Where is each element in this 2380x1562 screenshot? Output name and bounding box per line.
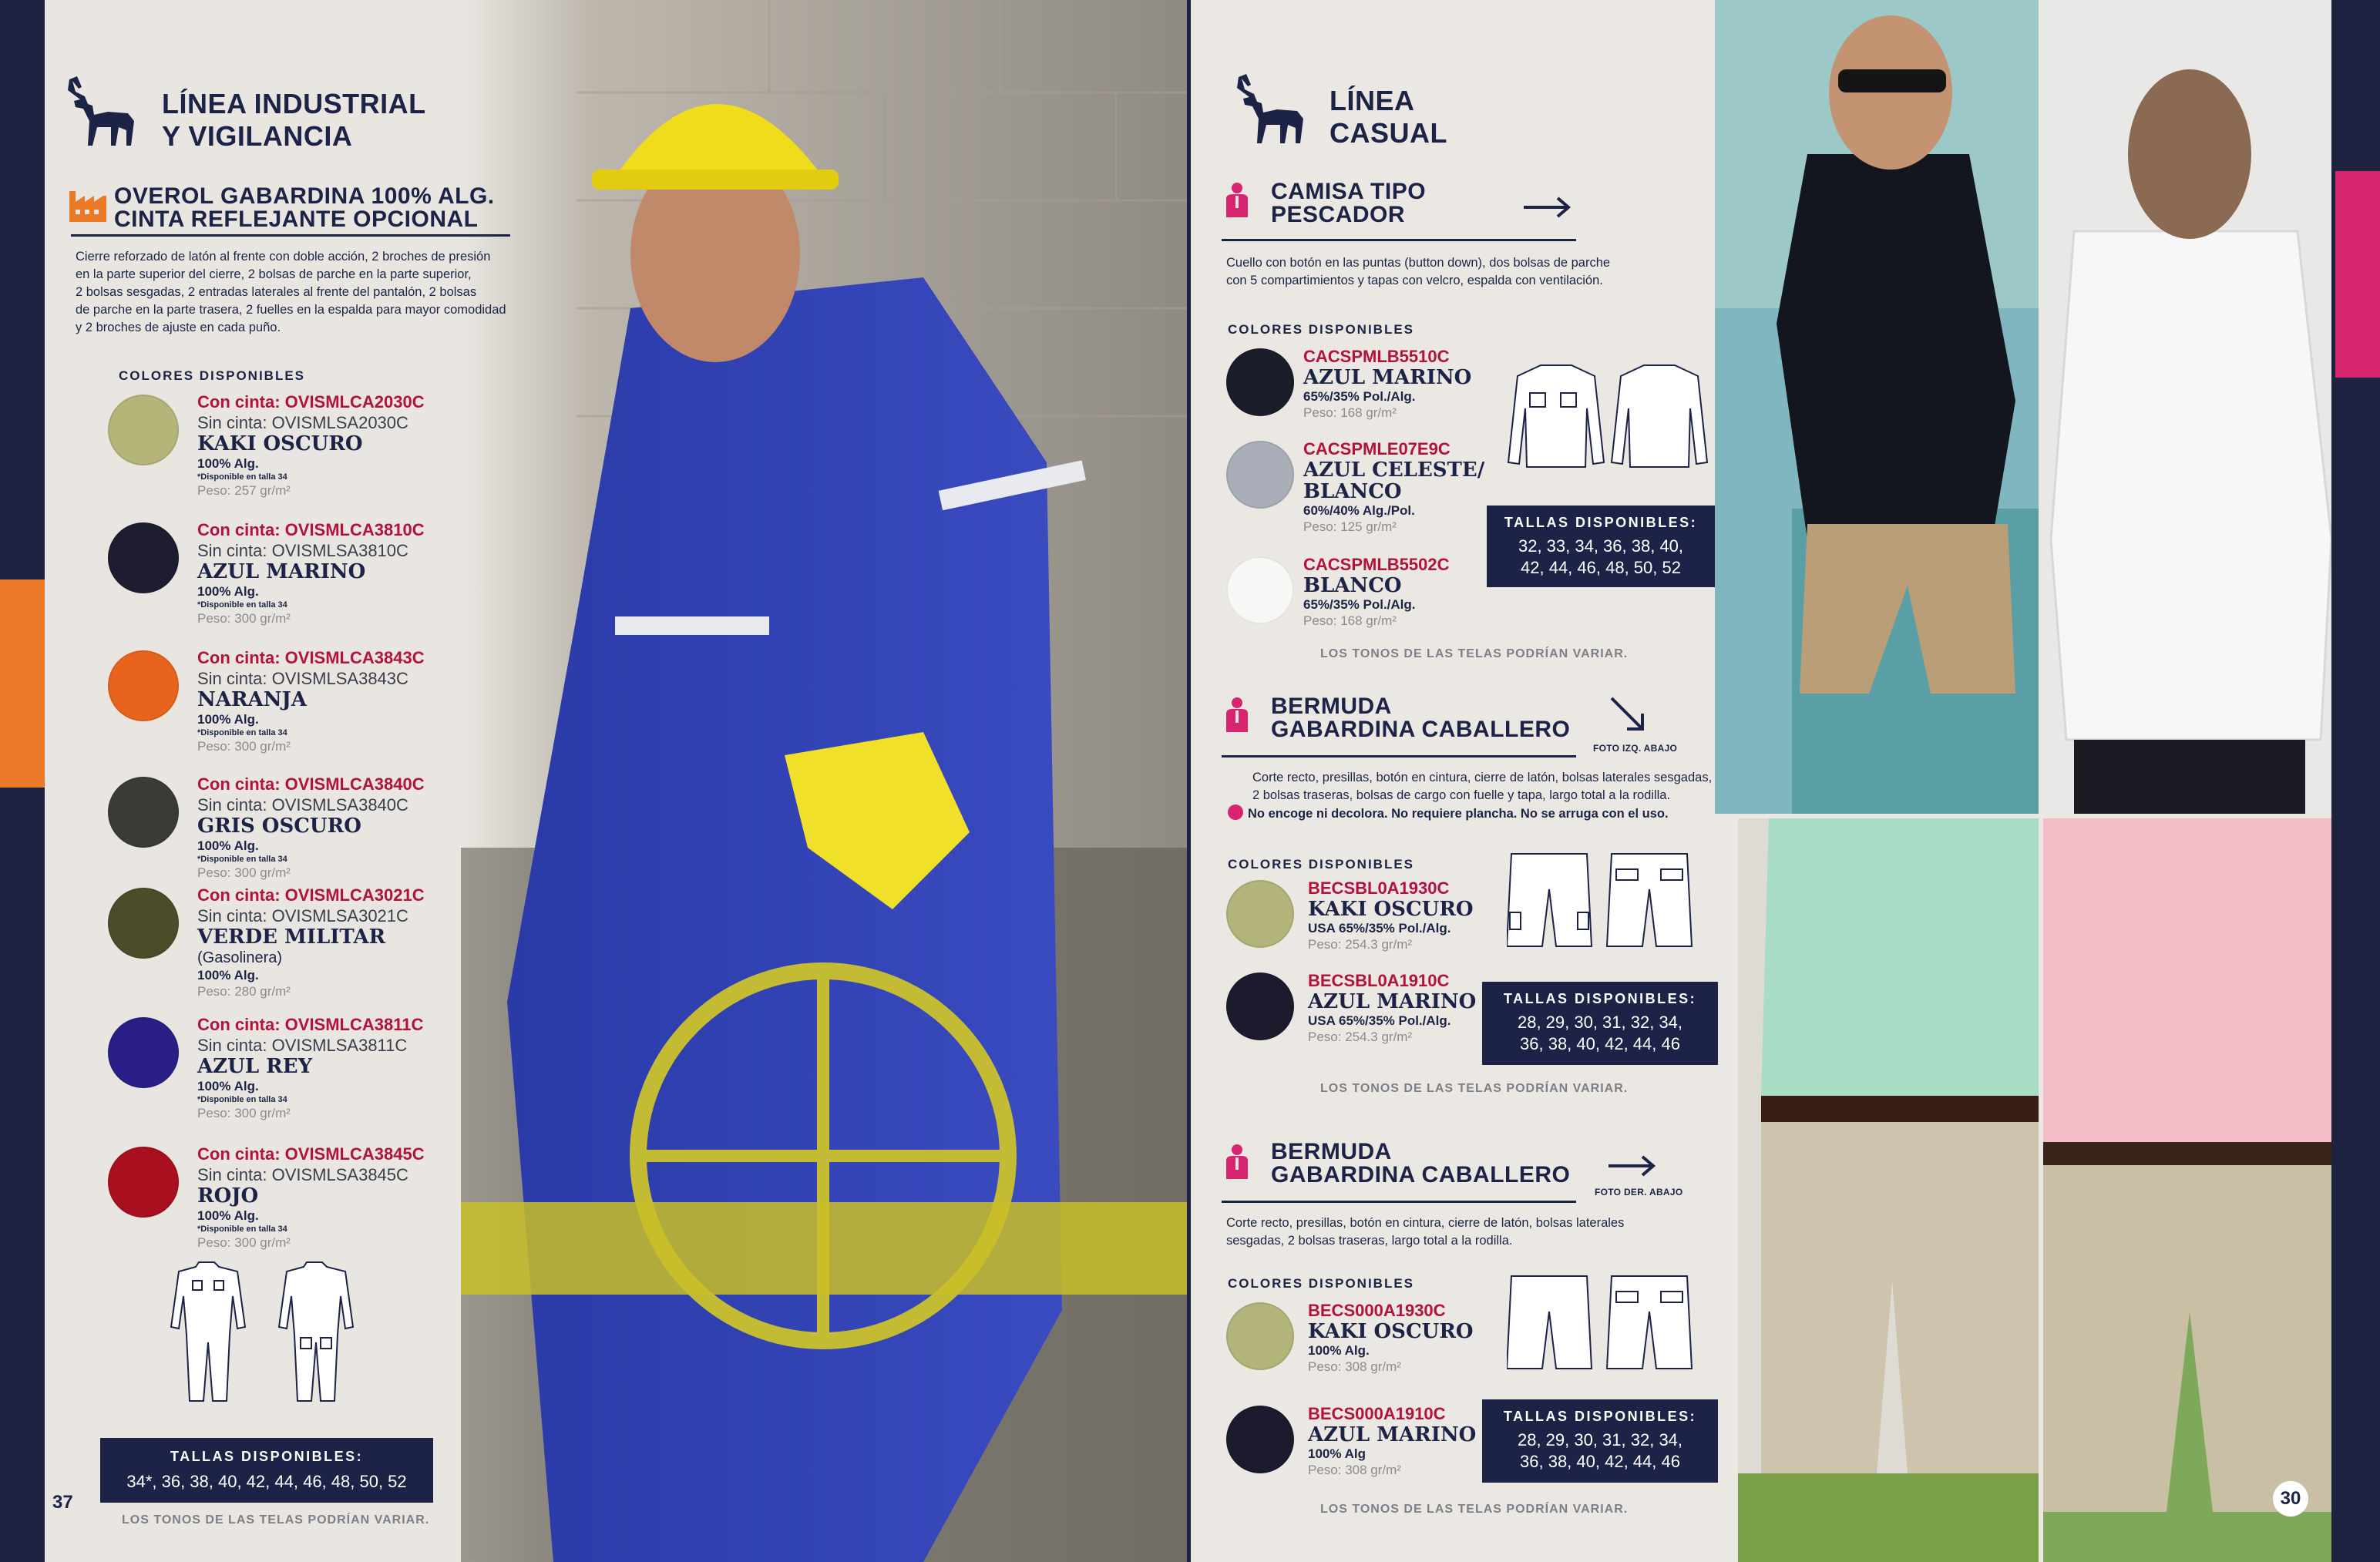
availability-note: *Disponible en talla 34 — [197, 1224, 287, 1234]
bermuda2-colors-heading: COLORES DISPONIBLES — [1228, 1276, 1415, 1291]
colors-heading: COLORES DISPONIBLES — [119, 368, 306, 383]
fabric-weight: Peso: 257 gr/m² — [197, 483, 291, 498]
product-code: BECSBL0A1910C — [1308, 971, 1450, 990]
photo-note: FOTO DER. ABAJO — [1595, 1187, 1683, 1198]
color-entry — [1303, 439, 1484, 536]
desc-line: en la parte superior del cierre, 2 bolsas de parche en la parte superior, — [76, 267, 472, 281]
color-entry — [197, 391, 425, 499]
composition: 100% Alg. — [1308, 1343, 1370, 1358]
bermuda2-underline — [1222, 1201, 1576, 1203]
code-with-tape: Con cinta: OVISMLCA3843C — [197, 648, 425, 667]
code-without-tape: Sin cinta: OVISMLSA2030C — [197, 413, 408, 432]
bermuda2-description — [1226, 1214, 1624, 1250]
sizes-heading: TALLAS DISPONIBLES: — [1503, 1409, 1697, 1424]
bermuda1-sizes-box — [1482, 982, 1718, 1065]
color-swatch — [1226, 1302, 1294, 1370]
composition: 100% Alg. — [197, 712, 259, 727]
color-swatch — [108, 522, 179, 593]
color-entry — [1303, 347, 1471, 422]
color-name: KAKI OSCURO — [1308, 898, 1474, 921]
color-swatch — [1226, 880, 1294, 948]
product-code: BECS000A1930C — [1308, 1301, 1446, 1320]
color-name: AZUL CELESTE/ — [1303, 459, 1485, 482]
availability-note: *Disponible en talla 34 — [197, 472, 287, 482]
color-name: BLANCO — [1303, 480, 1402, 503]
composition: 65%/35% Pol./Alg. — [1303, 597, 1416, 612]
bermuda2-sizes-box — [1482, 1399, 1718, 1483]
composition: 100% Alg. — [197, 968, 259, 983]
color-entry — [1308, 1301, 1474, 1376]
fabric-tone-note: LOS TONOS DE LAS TELAS PODRÍAN VARIAR. — [1320, 647, 1629, 660]
worker-photo — [461, 0, 1187, 1562]
color-entry — [197, 1144, 425, 1251]
desc-line: de parche en la parte trasera, 2 fuelles en la espalda para mayor comodidad — [76, 303, 506, 317]
coverall-technical-drawing — [168, 1258, 376, 1404]
color-name: AZUL MARINO — [1308, 990, 1477, 1013]
sizes-list — [1482, 1429, 1718, 1473]
bermuda2-title-2: GABARDINA CABALLERO — [1271, 1162, 1571, 1187]
arrow-down-right-icon — [1607, 694, 1649, 735]
color-swatch — [108, 888, 179, 959]
color-swatch — [1226, 972, 1294, 1040]
desc-line: Corte recto, presillas, botón en cintura, cierre de latón, bolsas laterales — [1226, 1216, 1625, 1230]
color-name: AZUL MARINO — [1308, 1423, 1477, 1446]
composition: 100% Alg. — [197, 1208, 259, 1223]
page-number: 30 — [2280, 1488, 2301, 1509]
composition: 60%/40% Alg./Pol. — [1303, 503, 1415, 518]
code-without-tape: Sin cinta: OVISMLSA3811C — [197, 1036, 408, 1055]
camisa-title — [1271, 180, 1426, 227]
pink-tab — [2335, 171, 2380, 378]
code-without-tape: Sin cinta: OVISMLSA3810C — [197, 541, 408, 560]
line-title-1: LÍNEA — [1330, 85, 1415, 116]
bermuda1-title-1: BERMUDA — [1271, 694, 1392, 719]
photo-note: FOTO IZQ. ABAJO — [1593, 743, 1678, 754]
line-title-2: Y VIGILANCIA — [162, 120, 353, 152]
fabric-weight: Peso: 300 gr/m² — [197, 865, 291, 880]
line-title-2: CASUAL — [1330, 117, 1447, 149]
sizes-line: 36, 38, 40, 42, 44, 46 — [1520, 1034, 1680, 1053]
fabric-weight: Peso: 168 gr/m² — [1303, 613, 1397, 628]
camisa-title-1: CAMISA TIPO — [1271, 179, 1427, 204]
product-code: BECS000A1910C — [1308, 1404, 1446, 1423]
color-subname: (Gasolinera) — [197, 949, 283, 966]
heart-check-icon — [1228, 805, 1243, 820]
photo-green-shirt-shorts — [1738, 818, 2039, 1562]
color-name: NARANJA — [197, 688, 307, 711]
color-name: BLANCO — [1303, 574, 1402, 597]
bermuda2-title — [1271, 1140, 1570, 1187]
bermuda1-title — [1271, 695, 1570, 741]
bermuda1-description — [1252, 769, 1712, 805]
feature-text: No encoge ni decolora. No requiere plancha. No se arruga con el uso. — [1248, 807, 1669, 821]
color-swatch — [1226, 556, 1294, 624]
person-icon — [1225, 1144, 1249, 1179]
fabric-weight: Peso: 280 gr/m² — [197, 984, 291, 999]
bermuda1-underline — [1222, 755, 1576, 757]
color-name: AZUL MARINO — [1303, 366, 1472, 389]
color-name: KAKI OSCURO — [1308, 1320, 1474, 1343]
shorts-technical-drawing — [1507, 851, 1699, 951]
code-with-tape: Con cinta: OVISMLCA3021C — [197, 885, 425, 905]
sizes-list: 34*, 36, 38, 40, 42, 44, 46, 48, 50, 52 — [126, 1472, 407, 1491]
sizes-line: 42, 44, 46, 48, 50, 52 — [1521, 558, 1681, 577]
color-entry — [197, 774, 425, 882]
fabric-weight: Peso: 125 gr/m² — [1303, 519, 1397, 534]
color-name: GRIS OSCURO — [197, 815, 361, 838]
color-name: AZUL REY — [197, 1055, 313, 1078]
left-page — [45, 0, 1187, 1562]
composition: USA 65%/35% Pol./Alg. — [1308, 1013, 1451, 1028]
sizes-list — [1482, 1012, 1718, 1055]
arrow-right-icon — [1607, 1154, 1656, 1177]
code-with-tape: Con cinta: OVISMLCA3845C — [197, 1144, 425, 1164]
code-without-tape: Sin cinta: OVISMLSA3840C — [197, 795, 408, 815]
camisa-description — [1226, 254, 1610, 290]
composition: 100% Alg — [1308, 1446, 1366, 1461]
color-swatch — [1226, 1406, 1294, 1473]
desc-line: Cierre reforzado de latón al frente con doble acción, 2 broches de presión — [76, 250, 491, 264]
product-title-2: CINTA REFLEJANTE OPCIONAL — [114, 207, 479, 232]
photo-pink-shirt-shorts — [2043, 818, 2331, 1562]
availability-note: *Disponible en talla 34 — [197, 1095, 287, 1104]
color-entry — [197, 519, 425, 627]
page-number-badge — [2273, 1481, 2308, 1517]
composition: 100% Alg. — [197, 838, 259, 853]
color-swatch — [108, 777, 179, 848]
line-title — [1330, 85, 1447, 149]
arrow-right-icon — [1522, 196, 1572, 219]
title-underline — [71, 234, 510, 237]
deer-logo-icon — [62, 73, 139, 147]
fabric-weight: Peso: 254.3 gr/m² — [1308, 1030, 1413, 1044]
fabric-weight: Peso: 168 gr/m² — [1303, 405, 1397, 420]
photo-navy-shirt — [1715, 0, 2039, 814]
color-entry — [197, 885, 425, 1000]
composition: 65%/35% Pol./Alg. — [1303, 389, 1416, 404]
right-page — [1191, 0, 2331, 1562]
sizes-line: 32, 33, 34, 36, 38, 40, — [1518, 536, 1684, 556]
person-icon — [1225, 697, 1249, 732]
bermuda1-colors-heading: COLORES DISPONIBLES — [1228, 857, 1415, 872]
sizes-heading: TALLAS DISPONIBLES: — [170, 1449, 364, 1464]
product-title-1: OVEROL GABARDINA 100% ALG. — [114, 183, 495, 209]
product-code: BECSBL0A1930C — [1308, 878, 1450, 898]
person-icon — [1225, 182, 1249, 217]
color-swatch — [108, 395, 179, 465]
fabric-tone-note: LOS TONOS DE LAS TELAS PODRÍAN VARIAR. — [1320, 1082, 1629, 1095]
sizes-list — [1487, 536, 1715, 579]
availability-note: *Disponible en talla 34 — [197, 855, 287, 864]
shorts-technical-drawing — [1507, 1273, 1699, 1373]
fabric-weight: Peso: 300 gr/m² — [197, 1106, 291, 1120]
color-name: ROJO — [197, 1184, 259, 1208]
color-entry — [1308, 971, 1476, 1046]
fabric-tone-note: LOS TONOS DE LAS TELAS PODRÍAN VARIAR. — [1320, 1503, 1629, 1516]
desc-line: 2 bolsas sesgadas, 2 entradas laterales al frente del pantalón, 2 bolsas — [76, 285, 477, 299]
color-name: AZUL MARINO — [197, 560, 366, 583]
desc-line: y 2 broches de ajuste en cada puño. — [76, 321, 281, 334]
product-title — [114, 185, 495, 231]
desc-line: Cuello con botón en las puntas (button down), dos bolsas de parche — [1226, 256, 1611, 270]
code-without-tape: Sin cinta: OVISMLSA3843C — [197, 669, 408, 688]
product-code: CACSPMLB5510C — [1303, 347, 1450, 366]
camisa-title-2: PESCADOR — [1271, 202, 1406, 227]
color-swatch — [1226, 348, 1294, 416]
sizes-line: 28, 29, 30, 31, 32, 34, — [1517, 1013, 1683, 1032]
code-without-tape: Sin cinta: OVISMLSA3021C — [197, 906, 408, 925]
color-swatch — [1226, 441, 1294, 509]
sizes-box — [100, 1438, 433, 1503]
code-with-tape: Con cinta: OVISMLCA2030C — [197, 392, 425, 411]
fabric-weight: Peso: 308 gr/m² — [1308, 1359, 1401, 1374]
fabric-tone-note: LOS TONOS DE LAS TELAS PODRÍAN VARIAR. — [122, 1513, 430, 1527]
line-title — [162, 88, 426, 153]
composition: 100% Alg. — [197, 1079, 259, 1093]
color-swatch — [108, 1147, 179, 1218]
page-number: 37 — [52, 1492, 73, 1513]
sizes-heading: TALLAS DISPONIBLES: — [1503, 991, 1697, 1006]
color-entry — [1308, 878, 1474, 953]
fabric-weight: Peso: 300 gr/m² — [197, 739, 291, 754]
code-with-tape: Con cinta: OVISMLCA3840C — [197, 774, 425, 794]
color-swatch — [108, 650, 179, 721]
feature-line — [1228, 805, 1669, 823]
code-without-tape: Sin cinta: OVISMLSA3845C — [197, 1165, 408, 1184]
composition: USA 65%/35% Pol./Alg. — [1308, 921, 1451, 936]
camisa-colors-heading: COLORES DISPONIBLES — [1228, 322, 1415, 337]
sizes-line: 28, 29, 30, 31, 32, 34, — [1517, 1430, 1683, 1449]
code-with-tape: Con cinta: OVISMLCA3810C — [197, 520, 425, 539]
shirt-technical-drawing — [1505, 362, 1713, 470]
factory-icon — [68, 188, 108, 222]
photo-white-shirt-back — [2043, 0, 2331, 814]
color-entry — [1303, 555, 1450, 630]
product-code: CACSPMLB5502C — [1303, 555, 1450, 574]
fabric-weight: Peso: 300 gr/m² — [197, 1235, 291, 1250]
line-title-1: LÍNEA INDUSTRIAL — [162, 88, 426, 119]
color-entry — [197, 647, 425, 755]
color-name: KAKI OSCURO — [197, 432, 363, 455]
composition: 100% Alg. — [197, 584, 259, 599]
camisa-sizes-box — [1487, 506, 1715, 587]
color-name: VERDE MILITAR — [197, 925, 386, 949]
color-swatch — [108, 1017, 179, 1088]
availability-note: *Disponible en talla 34 — [197, 600, 287, 610]
fabric-weight: Peso: 254.3 gr/m² — [1308, 937, 1413, 952]
bermuda2-title-1: BERMUDA — [1271, 1139, 1392, 1164]
orange-tab — [0, 579, 45, 788]
composition: 100% Alg. — [197, 456, 259, 471]
deer-logo-icon — [1231, 71, 1308, 145]
availability-note: *Disponible en talla 34 — [197, 728, 287, 737]
code-with-tape: Con cinta: OVISMLCA3811C — [197, 1015, 424, 1034]
color-entry — [197, 1014, 423, 1122]
camisa-underline — [1222, 239, 1576, 241]
desc-line: con 5 compartimientos y tapas con velcro, espalda con ventilación. — [1226, 274, 1603, 287]
bermuda1-title-2: GABARDINA CABALLERO — [1271, 717, 1571, 742]
product-description — [76, 248, 506, 337]
product-code: CACSPMLE07E9C — [1303, 439, 1451, 459]
desc-line: 2 bolsas traseras, bolsas de cargo con fuelle y tapa, largo total a la rodilla. — [1252, 788, 1671, 802]
desc-line: Corte recto, presillas, botón en cintura, cierre de latón, bolsas laterales sesgadas, — [1252, 771, 1713, 784]
desc-line: sesgadas, 2 bolsas traseras, largo total a la rodilla. — [1226, 1234, 1513, 1248]
color-entry — [1308, 1404, 1476, 1479]
sizes-heading: TALLAS DISPONIBLES: — [1504, 515, 1698, 530]
sizes-line: 36, 38, 40, 42, 44, 46 — [1520, 1452, 1680, 1471]
fabric-weight: Peso: 300 gr/m² — [197, 611, 291, 626]
fabric-weight: Peso: 308 gr/m² — [1308, 1463, 1401, 1477]
